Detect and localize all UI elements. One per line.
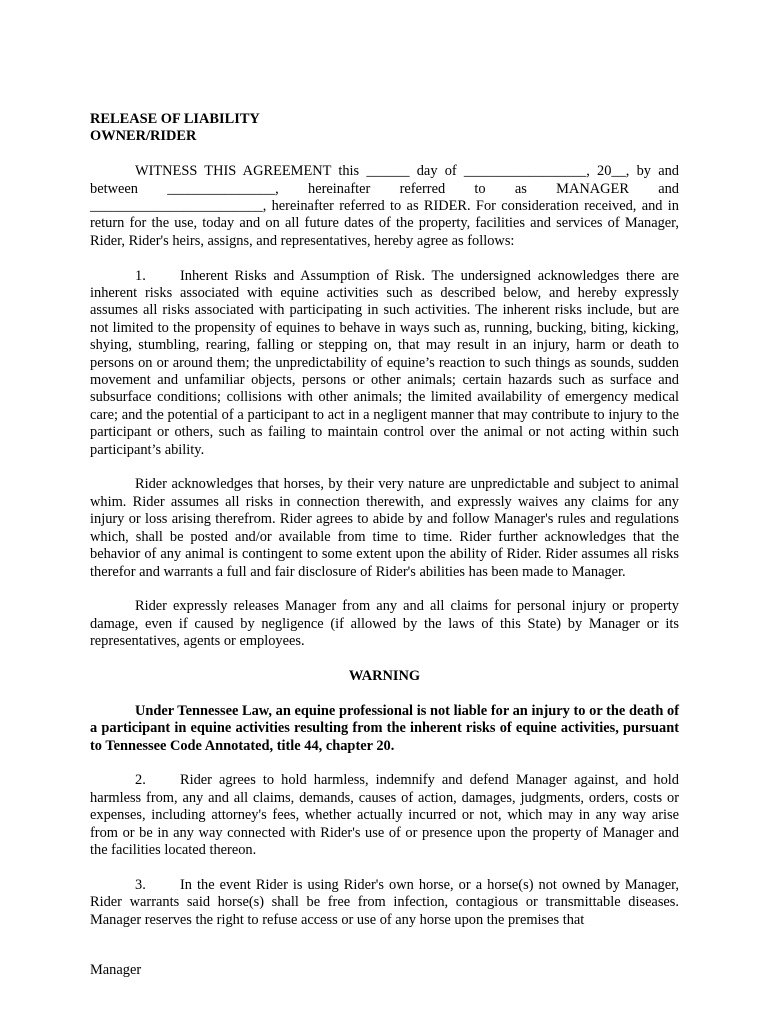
section-3-paragraph (90, 877, 679, 929)
section-3-text: In the event Rider is using Rider's own horse, or a horse(s) not owned by Manager, Rider warrants said horse(s) shall be free from infection, contagious or transmittable diseases. Manager reserves the right to refuse access or use of any horse upon the premises that (90, 876, 679, 928)
section-2-number: 2. (135, 772, 146, 789)
section-1-text: Inherent Risks and Assumption of Risk. The undersigned acknowledges there are inherent risks associated with equine activities such as described below, and hereby expressly assumes all risks associated with participating in such activities. The inherent risks include, but are not limited to the propensity of equines to behave in ways such as, running, bucking, biting, kicking, shying, stumbling, rearing, falling or stepping on, that may result in an injury, harm or death to persons on or around them; the unpredictability of equine’s reaction to such things as sounds, sudden movement and unfamiliar objects, persons or other animals; certain hazards such as surface and subsurface conditions; collisions with other animals; the limited availability of emergency medical care; and the potential of a participant to act in a negligent manner that may contribute to injury to the participant or others, such as failing to maintain control over the animal or not acting within such participant’s ability. (90, 267, 679, 458)
release-paragraph: Rider expressly releases Manager from any and all claims for personal injury or property damage, even if caused by negligence (if allowed by the laws of this State) by Manager or its representatives, agents or employees. (90, 598, 679, 650)
section-1-paragraph (90, 268, 679, 459)
rider-acknowledgement-paragraph: Rider acknowledges that horses, by their very nature are unpredictable and subject to animal whim. Rider assumes all risks in connection therewith, and expressly waives any claims for any injury or loss arising therefrom. Rider agrees to abide by and follow Manager's rules and regulations which, shall be posted and/or available from time to time. Rider further acknowledges that the behavior of any animal is contingent to some extent upon the ability of Rider. Rider assumes all risks therefor and warrants a full and fair disclosure of Rider's abilities has been made to Manager. (90, 476, 679, 580)
document-title-line-2: OWNER/RIDER (90, 128, 197, 145)
section-2-paragraph (90, 772, 679, 859)
page-footer-text: Manager (90, 962, 142, 978)
warning-paragraph: Under Tennessee Law, an equine professional is not liable for an injury to or the death of a participant in equine activities resulting from the inherent risks of equine activities, pursuant to Tennessee Code Annotated, title 44, chapter 20. (90, 702, 679, 754)
section-1-number: 1. (135, 267, 146, 284)
warning-heading: WARNING (348, 667, 421, 684)
document-body (90, 111, 679, 929)
section-3-number: 3. (135, 876, 146, 893)
section-2-text: Rider agrees to hold harmless, indemnify and defend Manager against, and hold harmless from, any and all claims, demands, causes of action, damages, judgments, orders, costs or expenses, including attorney's fees, whether actually incurred or not, which may in any way arise from or be in any way connected with Rider's use of or presence upon the property of Manager and the facilities located thereon. (90, 772, 679, 858)
intro-paragraph: WITNESS THIS AGREEMENT this ______ day of _________________, 20__, by and between _______________, hereinafter referred to as MANAGER and ________________________, hereinafter referred to as RIDER. For consideration received, and in return for the use, today and on all future dates of the property, facilities and services of Manager, Rider, Rider's heirs, assigns, and representatives, hereby agree as follows: (90, 163, 679, 249)
document-title-line-1: RELEASE OF LIABILITY (90, 111, 260, 127)
